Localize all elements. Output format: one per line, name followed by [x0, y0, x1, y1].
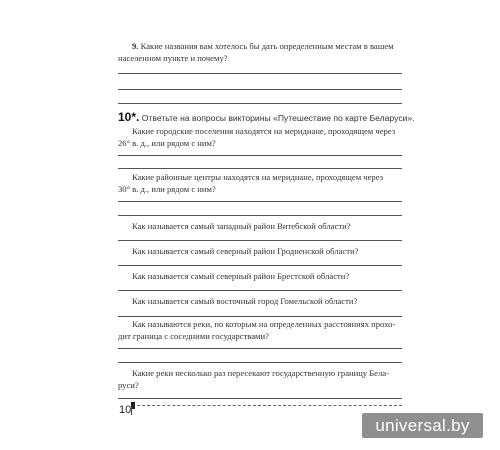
footer-dashed-line	[132, 405, 402, 406]
q10-item-7-line-2: дит граница с соседними государствами?	[118, 331, 269, 341]
q10-item-5: Как называется самый северный район Брестской области?	[132, 271, 350, 281]
q10-item-8-line-2: руси?	[118, 380, 139, 390]
q9-line-1	[132, 40, 394, 52]
q9-line-2: населенном пункте и почему?	[118, 53, 228, 63]
q10-item-4: Как называется самый северный район Гродненской области?	[132, 246, 359, 256]
q10-item-1-line-1: Какие городские поселения находятся на меридиане, проходящем через	[132, 126, 396, 136]
answer-line	[118, 201, 402, 202]
q9-text-1: Какие названия вам хотелось бы дать определенным местам в вашем	[140, 41, 394, 51]
answer-line	[118, 362, 402, 363]
q9-number: 9.	[132, 41, 139, 51]
q10-number: 10*.	[118, 110, 140, 124]
q10-item-2-line-1: Какие районные центры находятся на меридиане, проходящем через	[132, 172, 384, 182]
answer-line	[118, 155, 402, 156]
q10-title: Ответьте на вопросы викторины «Путешествие по карте Беларуси».	[141, 113, 415, 123]
answer-line	[118, 240, 402, 241]
answer-line	[118, 215, 402, 216]
answer-line	[118, 398, 402, 399]
q10-item-6: Как называется самый восточный город Гомельской области?	[132, 296, 358, 306]
answer-line	[118, 73, 402, 74]
q10-item-8-line-1: Какие реки несколько раз пересекают государственную границу Бела-	[132, 368, 389, 378]
q10-item-7-line-1: Как называются реки, по которым на определенных расстояниях прохо-	[132, 319, 396, 329]
q10-item-1-line-2: 26° в. д., или рядом с ним?	[118, 138, 216, 148]
q10-title-line	[118, 111, 415, 124]
answer-line	[118, 265, 402, 266]
page-number: 10	[119, 404, 132, 416]
answer-line	[118, 316, 402, 317]
watermark-badge: universal.by	[362, 413, 483, 438]
answer-line	[118, 168, 402, 169]
answer-line	[118, 348, 402, 349]
answer-line	[118, 89, 402, 90]
q10-item-2-line-2: 30° в. д., или рядом с ним?	[118, 184, 216, 194]
answer-line	[118, 290, 402, 291]
q10-item-3: Как называется самый западный район Витебской области?	[132, 221, 351, 231]
answer-line	[118, 103, 402, 104]
